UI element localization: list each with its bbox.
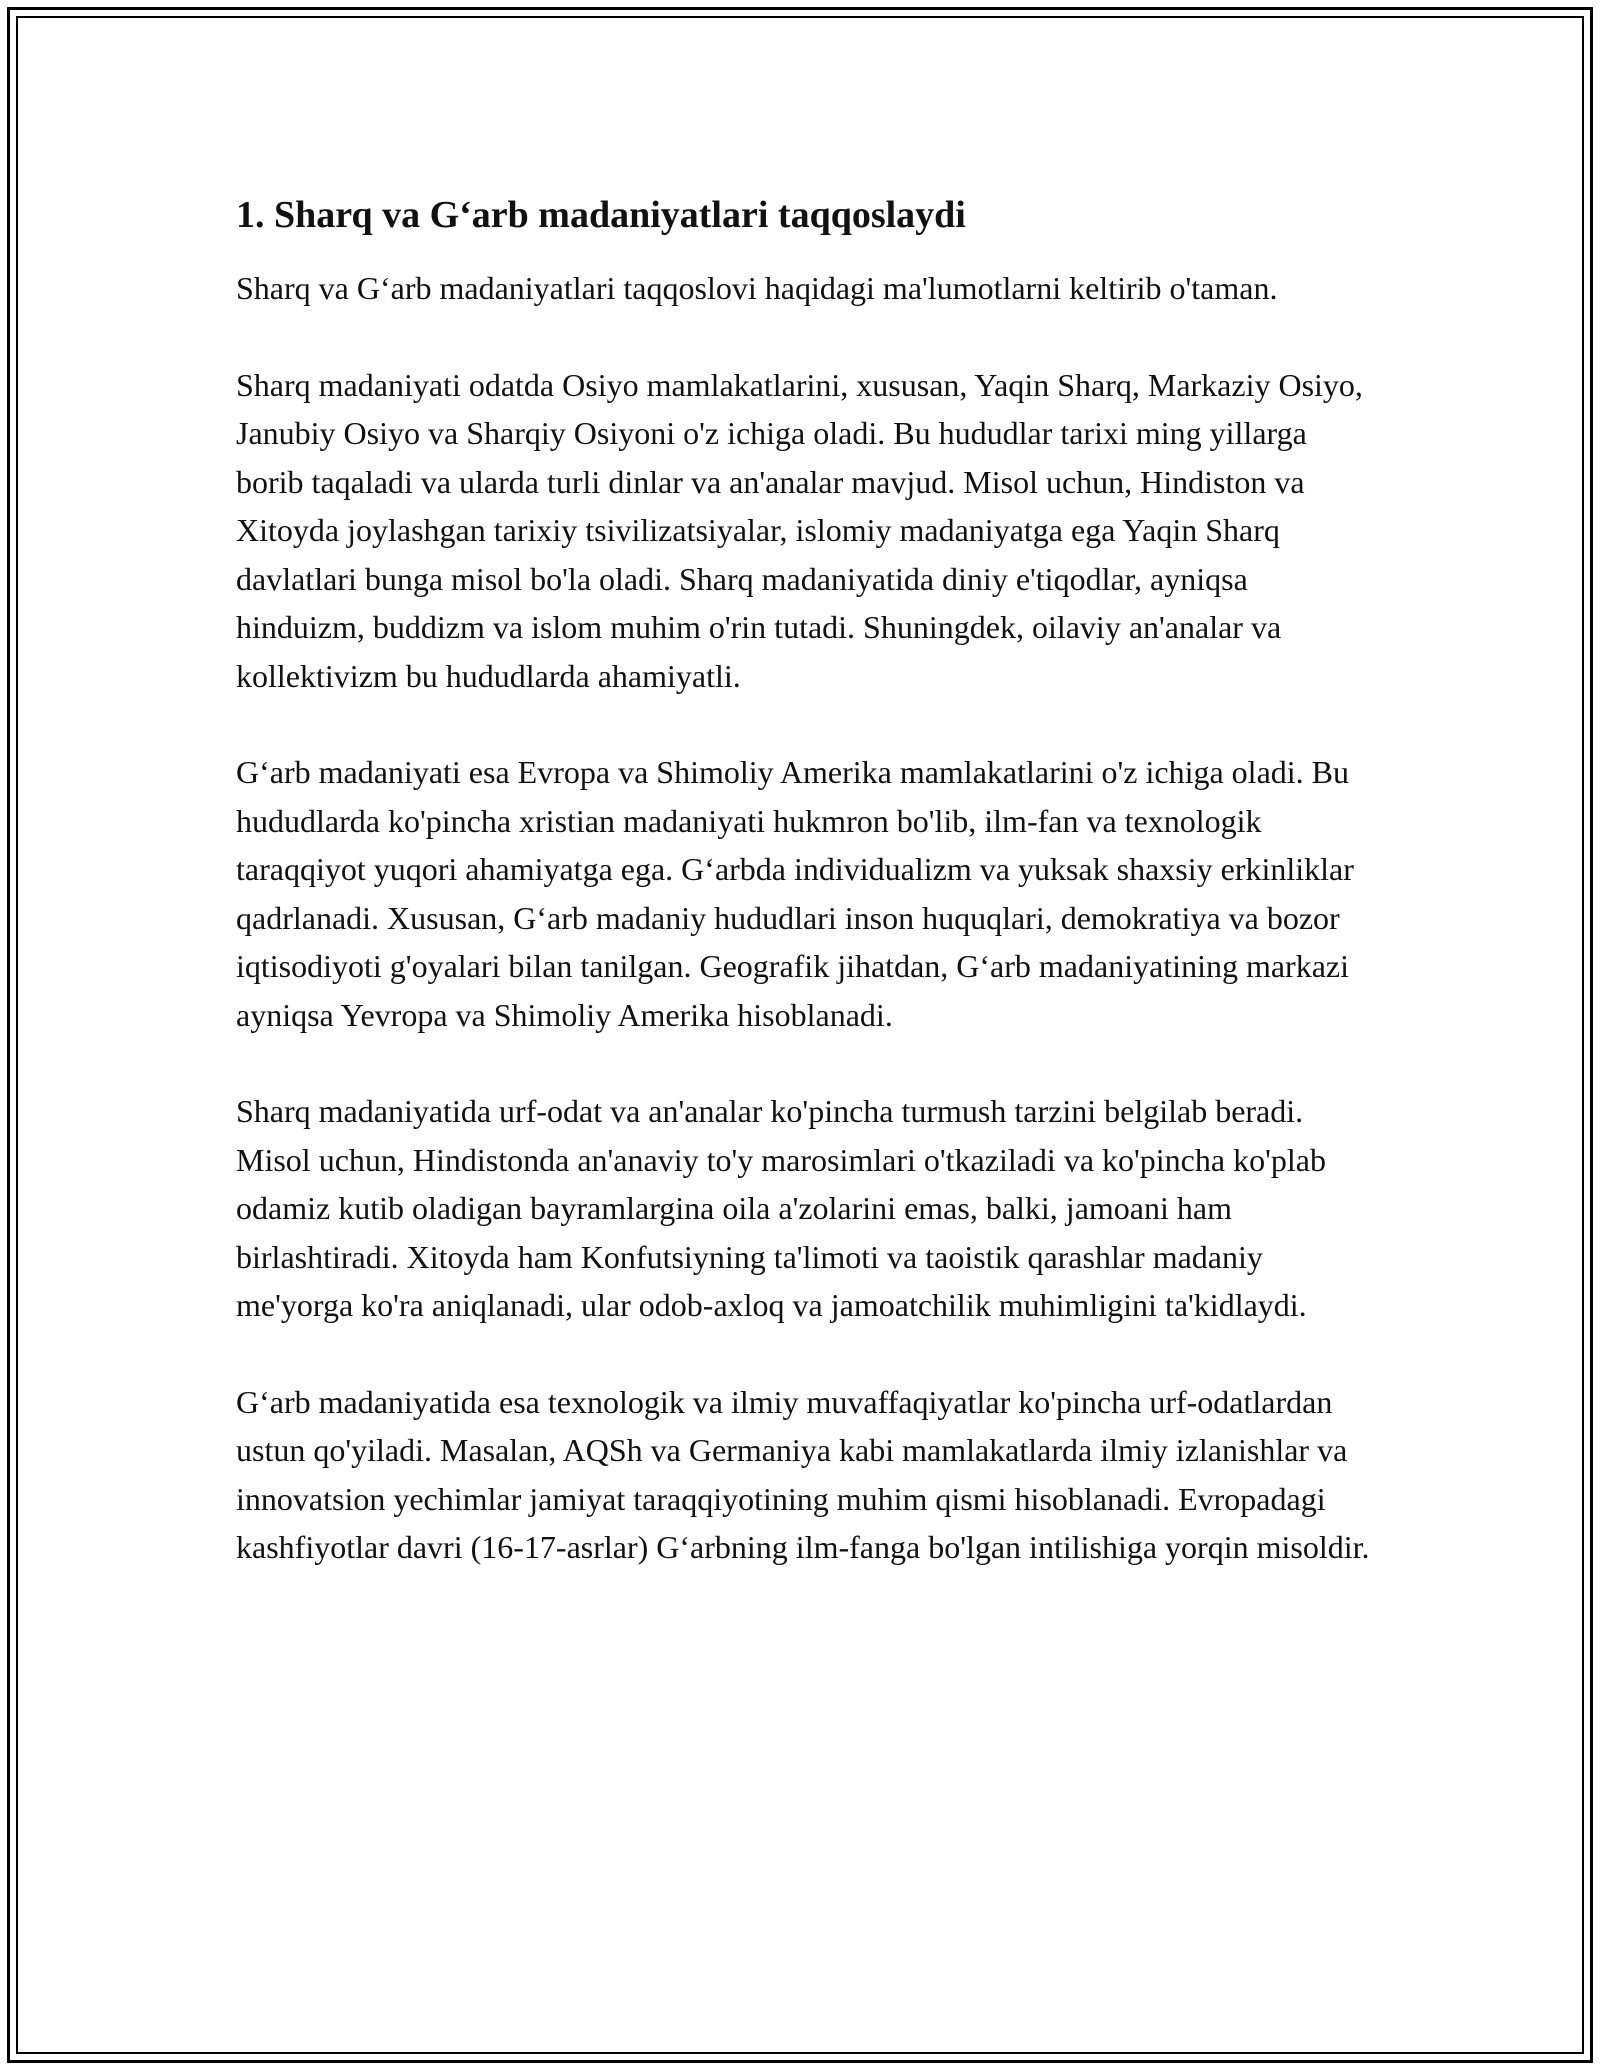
- paragraph-western-science: G‘arb madaniyatida esa texnologik va ilmiy muvaffaqiyatlar ko'pincha urf-odatlardan ustun qo'yiladi. Masalan, AQSh va Germaniya kabi mamlakatlarda ilmiy izlanishlar va innovatsion yechimlar jamiyat taraqqiyotining muhim qismi hisoblanadi. Evropadagi kashfiyotlar davri (16-17-asrlar) G‘arbning ilm-fanga bo'lgan intilishiga yorqin misoldir.: [236, 1383, 1370, 1565]
- paragraph-intro: Sharq va G‘arb madaniyatlari taqqoslovi haqidagi ma'lumotlarni keltirib o'taman.: [236, 270, 1278, 306]
- paragraph-eastern-traditions: Sharq madaniyatida urf-odat va an'analar ko'pincha turmush tarzini belgilab beradi. Misol uchun, Hindistonda an'anaviy to'y marosimlari o'tkaziladi va ko'pincha ko'plab odamiz kutib oladigan bayramlargina oila a'zolarini emas, balki, jamoani ham birlashtiradi. Xitoyda ham Konfutsiyning ta'limoti va taoistik qarashlar madaniy me'yorga ko'ra aniqlanadi, ular odob-axloq va jamoatchilik muhimligini ta'kidlaydi.: [236, 1093, 1326, 1323]
- paragraph-western-culture: G‘arb madaniyati esa Evropa va Shimoliy Amerika mamlakatlarini o'z ichiga oladi. Bu hududlarda ko'pincha xristian madaniyati hukmron bo'lib, ilm-fan va texnologik taraqqiyot yuqori ahamiyatga ega. G‘arbda individualizm va yuksak shaxsiy erkinliklar qadrlanadi. Xususan, G‘arb madaniy hududlari inson huquqlari, demokratiya va bozor iqtisodiyoti g'oyalari bilan tanilgan. Geografik jihatdan, G‘arb madaniyatining markazi ayniqsa Yevropa va Shimoliy Amerika hisoblanadi.: [236, 754, 1354, 1033]
- document-body: [236, 186, 1376, 1620]
- section-heading: 1. Sharq va G‘arb madaniyatlari taqqoslaydi: [236, 194, 966, 236]
- paragraph-eastern-culture: Sharq madaniyati odatda Osiyo mamlakatlarini, xususan, Yaqin Sharq, Markaziy Osiyo, Janubiy Osiyo va Sharqiy Osiyoni o'z ichiga oladi. Bu hududlar tarixi ming yillarga borib taqaladi va ularda turli dinlar va an'analar mavjud. Misol uchun, Hindiston va Xitoyda joylashgan tarixiy tsivilizatsiyalar, islomiy madaniyatga ega Yaqin Sharq davlatlari bunga misol bo'la oladi. Sharq madaniyatida diniy e'tiqodlar, ayniqsa hinduizm, buddizm va islom muhim o'rin tutadi. Shuningdek, oilaviy an'analar va kollektivizm bu hududlarda ahamiyatli.: [236, 366, 1363, 694]
